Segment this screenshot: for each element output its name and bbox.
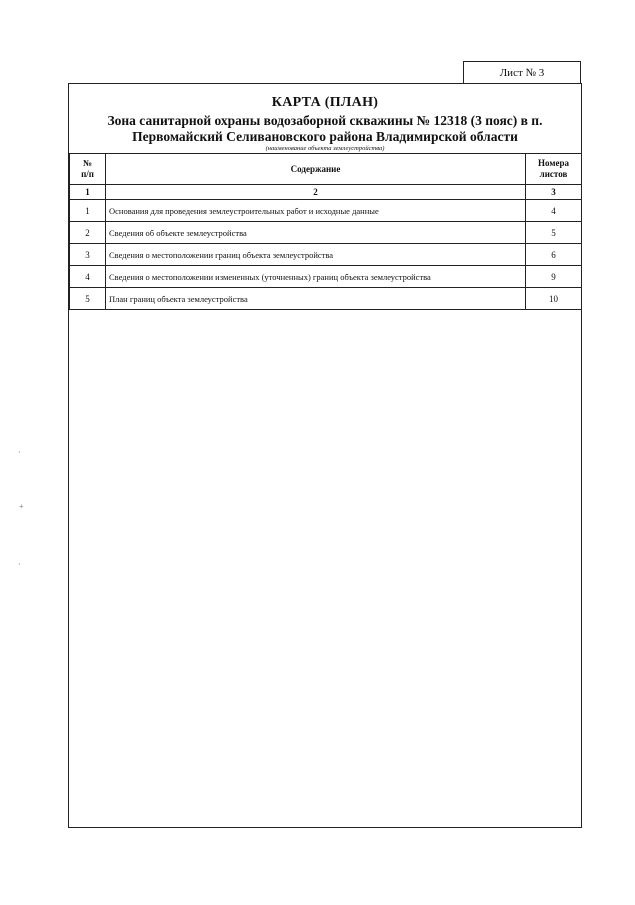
row-pages: 5 <box>526 222 582 244</box>
object-caption: (наименование объекта землеустройства) <box>265 145 385 152</box>
row-content: План границ объекта землеустройства <box>106 288 526 310</box>
header-pages: Номера листов <box>526 154 582 185</box>
subtitle-line-2: Первомайский Селивановского района Владимирской области <box>132 129 518 144</box>
table-row <box>70 244 582 266</box>
table-header-row <box>70 154 582 185</box>
row-pages: 4 <box>526 200 582 222</box>
sheet-number-label: Лист № 3 <box>499 66 545 79</box>
scan-speck: · <box>18 560 21 569</box>
scan-speck: · <box>18 448 21 457</box>
column-number: 3 <box>526 185 582 200</box>
contents-table <box>69 153 582 310</box>
row-pages: 9 <box>526 266 582 288</box>
table-row <box>70 200 582 222</box>
table-row <box>70 266 582 288</box>
document-title: КАРТА (ПЛАН) <box>271 95 379 110</box>
row-number: 2 <box>70 222 106 244</box>
document-subtitle <box>80 113 570 145</box>
row-content: Сведения о местоположении границ объекта землеустройства <box>106 244 526 266</box>
scan-speck: + <box>19 502 24 511</box>
row-pages: 6 <box>526 244 582 266</box>
row-content: Сведения об объекте землеустройства <box>106 222 526 244</box>
sheet-number-box <box>463 61 581 83</box>
row-number: 4 <box>70 266 106 288</box>
row-number: 1 <box>70 200 106 222</box>
header-number: № п/п <box>70 154 106 185</box>
column-number-row <box>70 185 582 200</box>
table-row <box>70 222 582 244</box>
row-number: 5 <box>70 288 106 310</box>
header-content: Содержание <box>106 154 526 185</box>
row-number: 3 <box>70 244 106 266</box>
column-number: 1 <box>70 185 106 200</box>
row-content: Сведения о местоположении измененных (уточненных) границ объекта землеустройства <box>106 266 526 288</box>
row-content: Основания для проведения землеустроительных работ и исходные данные <box>106 200 526 222</box>
subtitle-line-1: Зона санитарной охраны водозаборной скважины № 12318 (3 пояс) в п. <box>107 113 543 128</box>
table-row <box>70 288 582 310</box>
row-pages: 10 <box>526 288 582 310</box>
column-number: 2 <box>106 185 526 200</box>
